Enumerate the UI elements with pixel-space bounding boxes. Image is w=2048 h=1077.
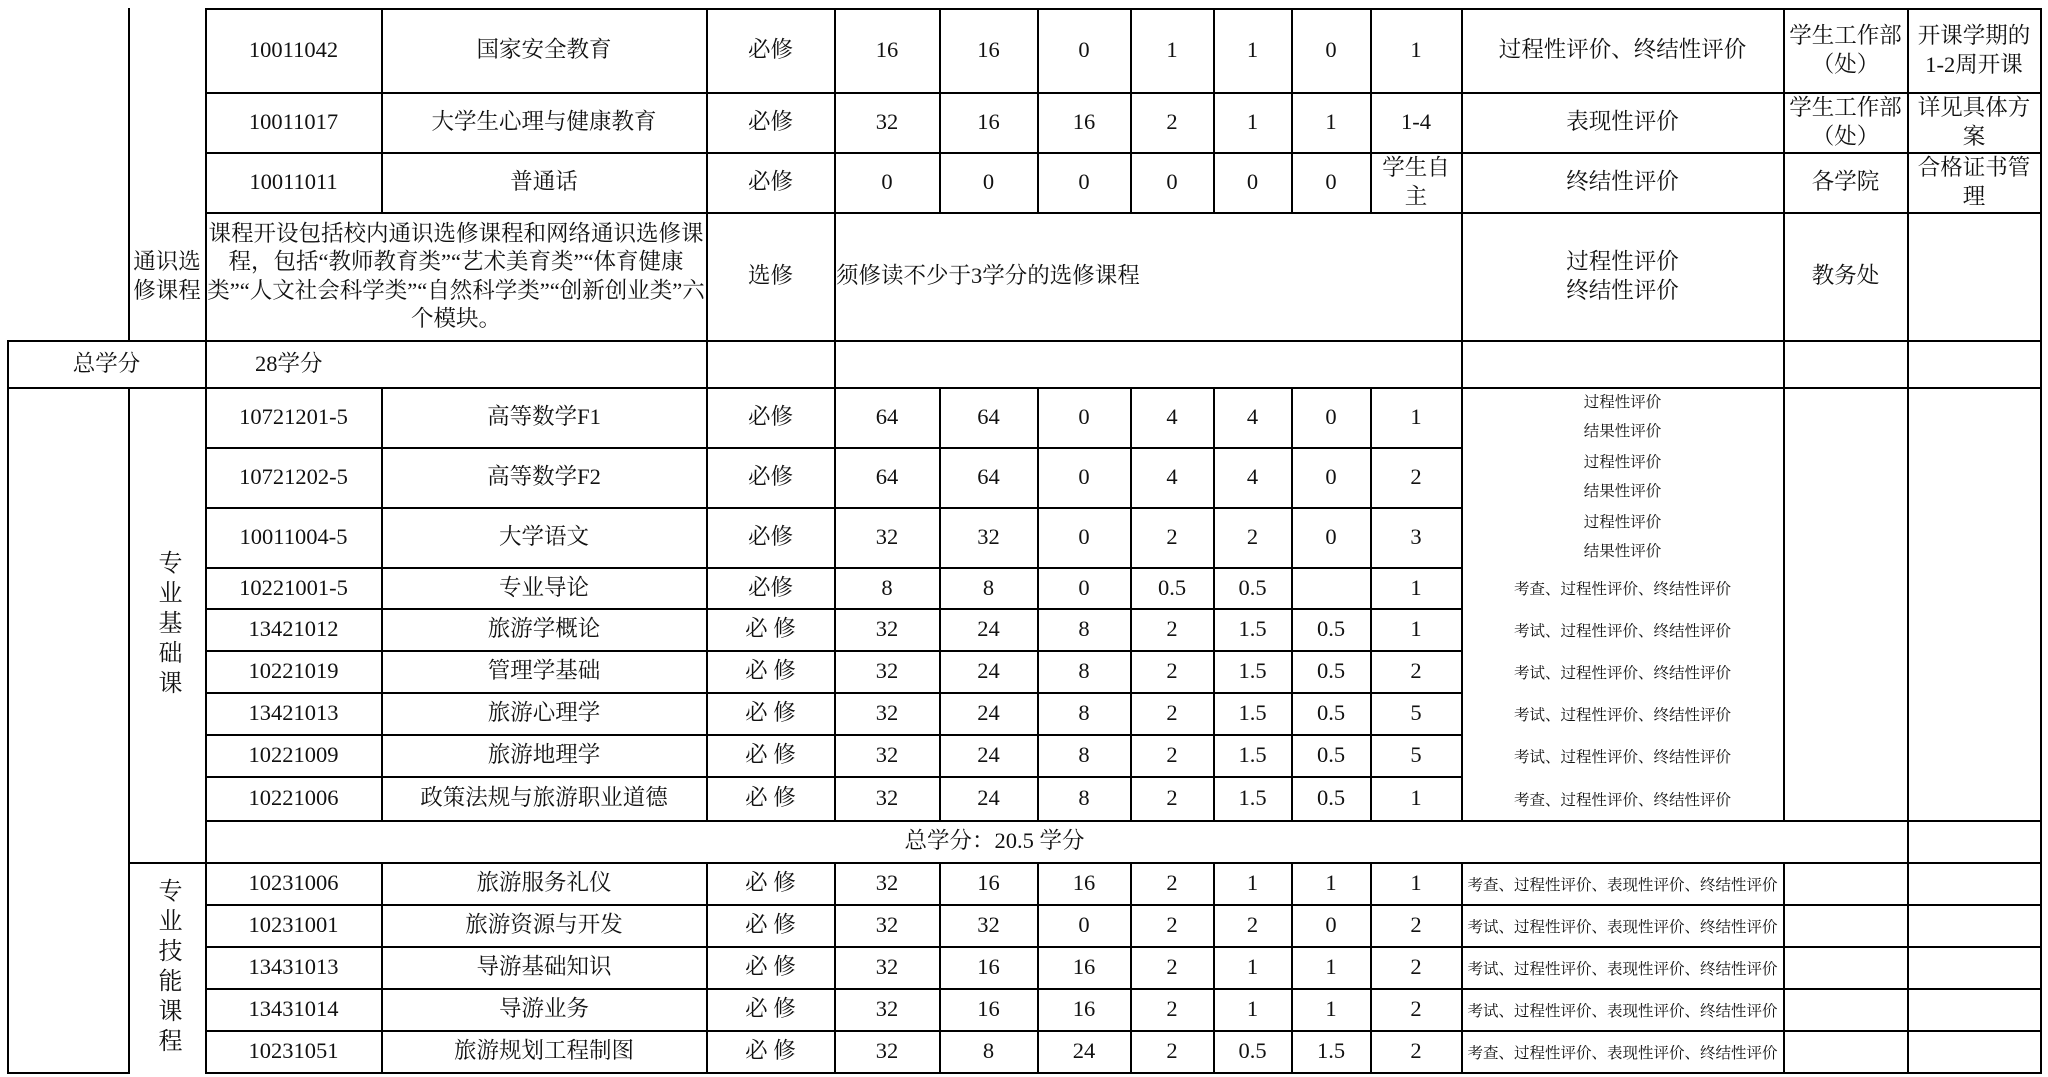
cell-credits: 2	[1166, 700, 1178, 726]
cell-practice: 0	[1078, 912, 1090, 938]
cell-type: 必 修	[745, 954, 796, 980]
cell-name: 旅游学概论	[487, 616, 601, 642]
cell-practice-credits: 1	[1325, 870, 1337, 896]
cell-theory-credits: 1.5	[1238, 700, 1267, 726]
cell-evaluation: 考试、过程性评价、表现性评价、终结性评价	[1467, 1002, 1778, 1020]
cell-theory-credits: 2	[1246, 912, 1259, 938]
cell-practice-credits: 0.5	[1316, 616, 1346, 642]
cell-dept: 学生工作部（处）	[1789, 95, 1902, 149]
cell-type: 选修	[747, 263, 793, 289]
cell-evaluation	[1463, 449, 1782, 506]
cell-theory-credits: 1	[1246, 996, 1259, 1022]
cell-dept: 教务处	[1811, 263, 1880, 289]
cell-code: 13431013	[248, 954, 339, 980]
cell-practice: 8	[1078, 742, 1090, 768]
cell-theory: 32	[977, 524, 1000, 550]
grid-line	[1907, 212, 1909, 342]
cell-name: 大学生心理与健康教育	[431, 109, 657, 135]
cell-code: 10011017	[248, 109, 339, 135]
cell-theory: 8	[982, 1038, 995, 1064]
cell-name: 导游基础知识	[476, 954, 612, 980]
evaluation-line: 结果性评价	[1583, 482, 1662, 500]
cell-theory: 24	[977, 658, 1000, 684]
cell-name: 高等数学F1	[487, 404, 601, 430]
cell-credits: 0	[1166, 169, 1178, 195]
cell-practice: 0	[1078, 37, 1090, 63]
cell-theory-credits: 2	[1246, 524, 1259, 550]
cell-theory-credits: 1	[1246, 109, 1259, 135]
cell-theory: 24	[977, 742, 1000, 768]
cell-name: 高等数学F2	[487, 464, 601, 490]
cell-code: 13431014	[248, 996, 339, 1022]
cell-practice: 8	[1078, 658, 1090, 684]
cell-code: 13421013	[248, 700, 339, 726]
cell-type: 必修	[747, 464, 793, 490]
cell-evaluation: 考试、过程性评价、终结性评价	[1513, 748, 1731, 766]
cell-evaluation: 考试、过程性评价、终结性评价	[1513, 706, 1731, 724]
cell-practice-credits: 0	[1325, 912, 1337, 938]
cell-name: 大学语文	[498, 524, 589, 550]
cell-practice: 8	[1078, 785, 1090, 811]
cell-total: 64	[875, 464, 899, 490]
evaluation-line: 结果性评价	[1583, 422, 1662, 440]
cell-type: 必 修	[745, 912, 796, 938]
cell-theory-credits: 1.5	[1238, 742, 1267, 768]
cell-practice-credits: 0.5	[1316, 658, 1346, 684]
cell-practice-credits: 0.5	[1316, 700, 1346, 726]
grid-line	[1783, 340, 1785, 389]
cell-theory-credits: 0	[1246, 169, 1259, 195]
cell-practice: 16	[1072, 996, 1096, 1022]
cell-practice: 8	[1078, 700, 1090, 726]
cell-semester: 2	[1410, 1038, 1422, 1064]
cell-theory-credits: 4	[1246, 404, 1259, 430]
cell-theory: 64	[977, 464, 1000, 490]
cell-type: 必修	[747, 109, 793, 135]
cell-name: 专业导论	[498, 574, 589, 600]
cell-credits: 2	[1166, 785, 1178, 811]
cell-code: 10011011	[249, 169, 338, 195]
cell-semester: 2	[1410, 954, 1422, 980]
cell-semester: 2	[1410, 464, 1422, 490]
cell-total: 16	[875, 37, 899, 63]
cell-semester: 1-4	[1401, 109, 1431, 135]
cell-practice-credits: 0	[1325, 404, 1337, 430]
cell-note: 开课学期的1-2周开课	[1917, 23, 2031, 77]
evaluation-line: 结果性评价	[1583, 542, 1662, 560]
cell-credits: 2	[1166, 912, 1178, 938]
cell-code: 10221006	[248, 785, 339, 811]
cell-credits: 1	[1166, 37, 1178, 63]
total-credits-value: 28学分	[255, 350, 323, 376]
total-credits-label: 总学分	[72, 350, 141, 376]
cell-name: 旅游心理学	[487, 700, 601, 726]
cell-name: 国家安全教育	[476, 37, 612, 63]
cell-type: 必修	[747, 574, 793, 600]
cell-name: 旅游规划工程制图	[453, 1038, 634, 1064]
cell-semester: 2	[1410, 658, 1422, 684]
cell-practice-credits: 0	[1325, 169, 1337, 195]
cell-practice: 0	[1078, 404, 1090, 430]
cell-total: 32	[875, 996, 899, 1022]
cell-evaluation	[1463, 389, 1782, 446]
cell-total: 32	[875, 954, 899, 980]
cell-practice-credits: 1.5	[1316, 1038, 1346, 1064]
cell-practice-credits: 1	[1325, 109, 1337, 135]
elective-requirement: 须修读不少于3学分的选修课程	[836, 263, 1140, 289]
category-foundation: 专业基础课	[154, 550, 180, 700]
grid-line	[1461, 340, 1463, 389]
cell-practice-credits: 0.5	[1316, 742, 1346, 768]
cell-total: 0	[881, 169, 893, 195]
cell-practice-credits: 1	[1325, 996, 1337, 1022]
cell-total: 32	[875, 785, 899, 811]
cell-dept: 各学院	[1811, 169, 1880, 195]
grid-line	[2040, 212, 2042, 342]
cell-name: 普通话	[510, 169, 578, 195]
cell-theory-credits: 1.5	[1238, 658, 1267, 684]
cell-code: 10231001	[248, 912, 339, 938]
cell-evaluation	[1463, 509, 1782, 566]
cell-type: 必 修	[745, 1038, 796, 1064]
cell-name: 旅游资源与开发	[465, 912, 623, 938]
cell-semester: 1	[1410, 404, 1422, 430]
cell-dept: 学生工作部（处）	[1789, 23, 1902, 77]
cell-code: 10231006	[248, 870, 339, 896]
cell-semester: 3	[1410, 524, 1422, 550]
cell-type: 必修	[747, 524, 793, 550]
cell-practice: 16	[1072, 870, 1096, 896]
cell-credits: 2	[1166, 742, 1178, 768]
category-general-elective: 通识选修课程	[133, 249, 201, 303]
cell-type: 必 修	[745, 785, 796, 811]
cell-total: 32	[875, 658, 899, 684]
evaluation-line: 过程性评价	[1583, 514, 1662, 531]
cell-type: 必修	[747, 37, 793, 63]
cell-credits: 4	[1166, 404, 1178, 430]
cell-total: 64	[875, 404, 899, 430]
cell-semester: 5	[1410, 700, 1422, 726]
cell-credits: 2	[1166, 870, 1178, 896]
cell-evaluation: 考查、过程性评价、表现性评价、终结性评价	[1467, 1044, 1778, 1062]
evaluation-line: 过程性评价	[1566, 249, 1679, 275]
cell-theory-credits: 1	[1246, 37, 1259, 63]
cell-code: 13421012	[248, 616, 339, 642]
cell-evaluation: 表现性评价	[1566, 109, 1679, 135]
cell-theory: 24	[977, 700, 1000, 726]
cell-theory-credits: 0.5	[1238, 574, 1267, 600]
cell-theory: 32	[977, 912, 1000, 938]
cell-evaluation	[1463, 214, 1782, 339]
cell-practice: 24	[1072, 1038, 1096, 1064]
cell-theory-credits: 1.5	[1238, 616, 1267, 642]
cell-code: 10221001-5	[239, 574, 348, 600]
cell-semester: 2	[1410, 912, 1422, 938]
cell-total: 32	[875, 870, 899, 896]
cell-type: 必 修	[745, 700, 796, 726]
cell-evaluation: 过程性评价、终结性评价	[1498, 37, 1747, 63]
cell-name: 导游业务	[498, 996, 589, 1022]
cell-total: 32	[875, 742, 899, 768]
cell-theory-credits: 1	[1246, 870, 1259, 896]
cell-semester: 5	[1410, 742, 1422, 768]
cell-total: 8	[881, 574, 893, 600]
evaluation-line: 过程性评价	[1583, 454, 1662, 471]
cell-type: 必修	[747, 169, 793, 195]
cell-practice: 0	[1078, 524, 1090, 550]
cell-evaluation: 考试、过程性评价、终结性评价	[1513, 622, 1731, 640]
cell-credits: 4	[1166, 464, 1178, 490]
cell-practice: 16	[1072, 954, 1096, 980]
cell-practice-credits: 0.5	[1316, 785, 1346, 811]
cell-theory: 16	[977, 954, 1000, 980]
cell-note: 详见具体方案	[1917, 95, 2031, 149]
cell-evaluation: 考试、过程性评价、表现性评价、终结性评价	[1467, 960, 1778, 978]
grid-line	[2040, 387, 2042, 1074]
cell-code: 10221009	[248, 742, 339, 768]
cell-practice: 0	[1078, 574, 1090, 600]
cell-semester: 1	[1410, 574, 1422, 600]
cell-code: 10011042	[248, 37, 339, 63]
cell-practice: 0	[1078, 169, 1090, 195]
cell-theory: 16	[977, 870, 1000, 896]
cell-theory-credits: 0.5	[1238, 1038, 1267, 1064]
cell-code: 10011004-5	[239, 524, 348, 550]
cell-evaluation: 考查、过程性评价、终结性评价	[1513, 791, 1731, 809]
cell-practice-credits: 0	[1325, 524, 1337, 550]
cell-credits: 2	[1166, 1038, 1178, 1064]
cell-type: 必 修	[745, 616, 796, 642]
cell-total: 32	[875, 524, 899, 550]
category-skills: 专业技能课程	[154, 877, 180, 1058]
cell-credits: 2	[1166, 616, 1178, 642]
foundation-total: 总学分：20.5 学分	[904, 828, 1085, 854]
cell-evaluation: 考查、过程性评价、终结性评价	[1513, 581, 1731, 598]
cell-credits: 2	[1166, 996, 1178, 1022]
cell-semester: 1	[1410, 37, 1422, 63]
cell-type: 必 修	[745, 996, 796, 1022]
cell-theory-credits: 1.5	[1238, 785, 1267, 811]
cell-evaluation: 考查、过程性评价、表现性评价、终结性评价	[1467, 876, 1778, 894]
cell-credits: 0.5	[1157, 574, 1187, 600]
cell-credits: 2	[1166, 524, 1178, 550]
grid-line	[205, 1072, 2042, 1074]
cell-practice-credits	[1293, 569, 1369, 607]
grid-line	[1907, 862, 1909, 1074]
cell-type: 必 修	[745, 658, 796, 684]
cell-name: 管理学基础	[487, 658, 601, 684]
cell-total: 32	[875, 109, 899, 135]
cell-code: 10231051	[248, 1038, 339, 1064]
cell-practice: 8	[1078, 616, 1090, 642]
cell-credits: 2	[1166, 954, 1178, 980]
evaluation-line: 过程性评价	[1583, 394, 1662, 411]
cell-code: 10721201-5	[239, 404, 348, 430]
cell-type: 必 修	[745, 870, 796, 896]
cell-theory: 24	[977, 785, 1000, 811]
cell-evaluation: 考试、过程性评价、终结性评价	[1513, 664, 1731, 682]
cell-practice-credits: 0	[1325, 464, 1337, 490]
cell-semester: 学生自主	[1382, 155, 1450, 209]
grid-line	[1907, 387, 1909, 864]
grid-line	[1907, 340, 1909, 389]
cell-total: 32	[875, 616, 899, 642]
cell-credits: 2	[1166, 658, 1178, 684]
cell-total: 32	[875, 912, 899, 938]
grid-line	[7, 387, 9, 1074]
cell-code: 10221019	[248, 658, 339, 684]
cell-type: 必 修	[745, 742, 796, 768]
grid-line	[2040, 8, 2042, 214]
cell-name: 旅游服务礼仪	[476, 870, 612, 896]
grid-line	[7, 1072, 130, 1074]
cell-name: 旅游地理学	[487, 742, 601, 768]
cell-theory: 8	[982, 574, 995, 600]
cell-code: 10721202-5	[239, 464, 348, 490]
cell-credits: 2	[1166, 109, 1178, 135]
cell-total: 32	[875, 700, 899, 726]
cell-semester: 1	[1410, 616, 1422, 642]
cell-theory-credits: 4	[1246, 464, 1259, 490]
grid-line	[1783, 387, 1785, 822]
cell-name: 政策法规与旅游职业道德	[420, 785, 668, 811]
cell-theory: 16	[977, 37, 1000, 63]
evaluation-line: 终结性评价	[1566, 277, 1679, 303]
cell-semester: 1	[1410, 785, 1422, 811]
cell-practice-credits: 1	[1325, 954, 1337, 980]
cell-semester: 1	[1410, 870, 1422, 896]
cell-note: 合格证书管理	[1917, 155, 2031, 209]
cell-theory: 16	[977, 109, 1000, 135]
cell-theory-credits: 1	[1246, 954, 1259, 980]
cell-total: 32	[875, 1038, 899, 1064]
cell-semester: 2	[1410, 996, 1422, 1022]
cell-practice-credits: 0	[1325, 37, 1337, 63]
cell-theory: 64	[977, 404, 1000, 430]
cell-theory: 0	[982, 169, 995, 195]
cell-type: 必修	[747, 404, 793, 430]
grid-line	[1783, 862, 1785, 1074]
cell-practice: 16	[1072, 109, 1096, 135]
cell-practice: 0	[1078, 464, 1090, 490]
grid-line	[2040, 340, 2042, 389]
elective-description: 课程开设包括校内通识选修课程和网络通识选修课程，包括“教师教育类”“艺术美育类”“体育健康类”“人文社会科学类”“自然科学类”“创新创业类”六个模块。	[207, 221, 705, 331]
cell-evaluation: 考试、过程性评价、表现性评价、终结性评价	[1467, 918, 1778, 936]
grid-line	[834, 340, 836, 389]
cell-evaluation: 终结性评价	[1566, 169, 1679, 195]
cell-theory: 24	[977, 616, 1000, 642]
cell-theory: 16	[977, 996, 1000, 1022]
